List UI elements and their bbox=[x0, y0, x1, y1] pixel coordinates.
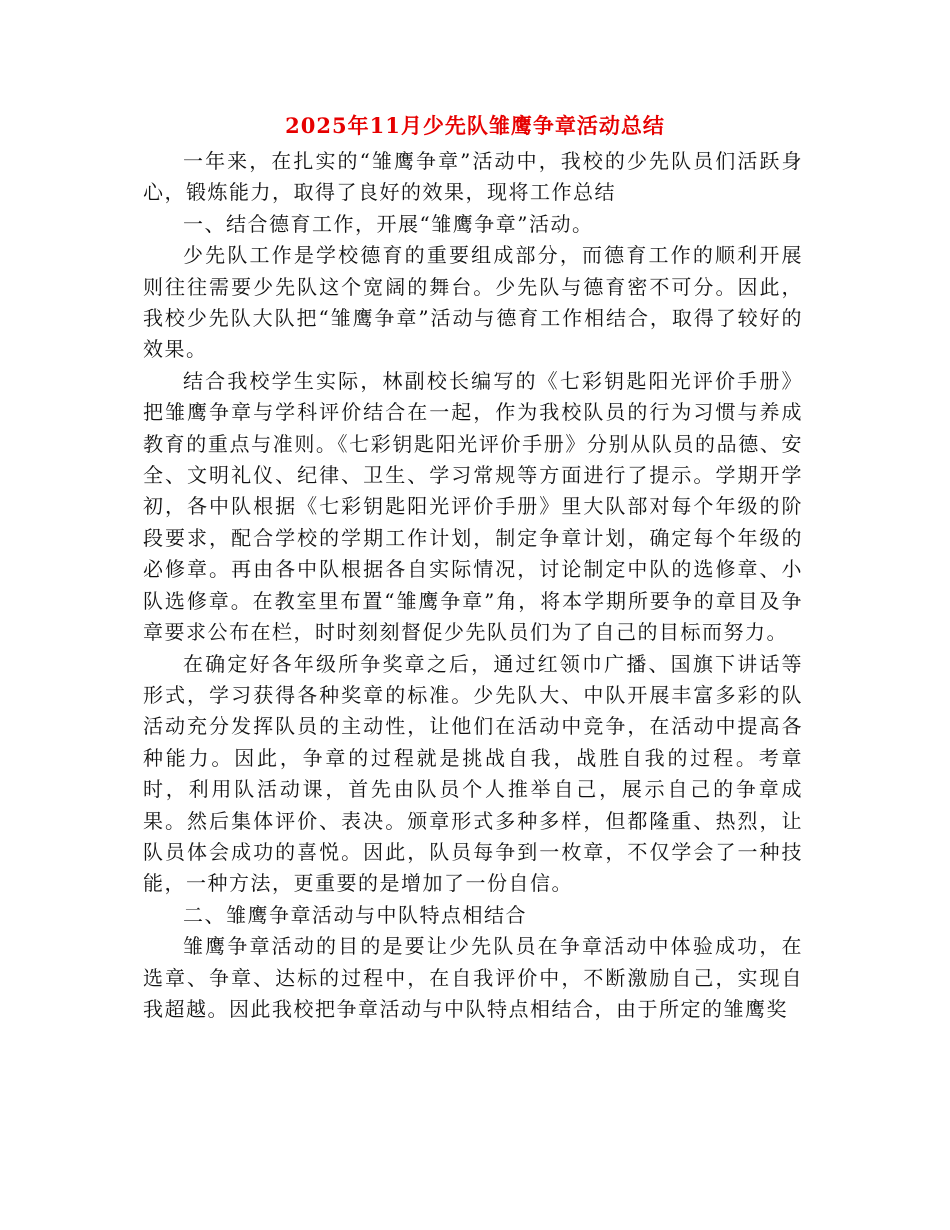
body-paragraph: 雏鹰争章活动的目的是要让少先队员在争章活动中体验成功，在选章、争章、达标的过程中，在自我评价中，不断激励自己，实现自我超越。因此我校把争章活动与中队特点相结合，由于所定的雏鹰奖 bbox=[143, 934, 803, 1021]
intro-paragraph: 一年来，在扎实的“雏鹰争章”活动中，我校的少先队员们活跃身心，锻炼能力，取得了良好的效果，现将工作总结 bbox=[143, 149, 803, 205]
document-title: 2025年11月少先队雏鹰争章活动总结 bbox=[285, 113, 665, 138]
body-paragraph: 结合我校学生实际，林副校长编写的《七彩钥匙阳光评价手册》把雏鹰争章与学科评价结合在一起，作为我校队员的行为习惯与养成教育的重点与准则。《七彩钥匙阳光评价手册》分别从队员的品德、安全、文明礼仪、纪律、卫生、学习常规等方面进行了提示。学期开学初，各中队根据《七彩钥匙阳光评价手册》里大队部对每个年级的阶段要求，配合学校的学期工作计划，制定争章计划，确定每个年级的必修章。再由各中队根据各自实际情况，讨论制定中队的选修章、小队选修章。在教室里布置“雏鹰争章”角，将本学期所要争的章目及争章要求公布在栏，时时刻刻督促少先队员们为了自己的目标而努力。 bbox=[143, 368, 803, 645]
document-body bbox=[143, 146, 803, 1025]
section-heading-2: 二、雏鹰争章活动与中队特点相结合 bbox=[183, 902, 527, 927]
body-paragraph: 少先队工作是学校德育的重要组成部分，而德育工作的顺利开展则往往需要少先队这个宽阔的舞台。少先队与德育密不可分。因此，我校少先队大队把“雏鹰争章”活动与德育工作相结合，取得了较好的效果。 bbox=[143, 243, 803, 362]
section-heading-1: 一、结合德育工作，开展“雏鹰争章”活动。 bbox=[183, 211, 594, 236]
body-paragraph: 在确定好各年级所争奖章之后，通过红领巾广播、国旗下讲话等形式，学习获得各种奖章的标准。少先队大、中队开展丰富多彩的队活动充分发挥队员的主动性，让他们在活动中竞争，在活动中提高各种能力。因此，争章的过程就是挑战自我，战胜自我的过程。考章时，利用队活动课，首先由队员个人推举自己，展示自己的争章成果。然后集体评价、表决。颁章形式多种多样，但都隆重、热烈，让队员体会成功的喜悦。因此，队员每争到一枚章，不仅学会了一种技能，一种方法，更重要的是增加了一份自信。 bbox=[143, 651, 803, 896]
